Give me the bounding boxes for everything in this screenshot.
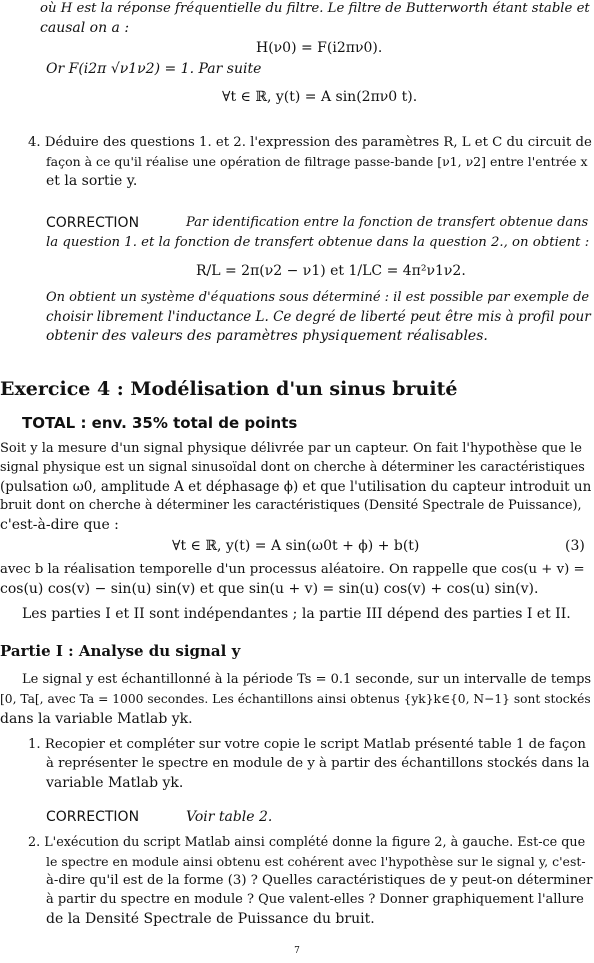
paragraph-line: c'est-à-dire que : xyxy=(0,517,119,533)
exercise-title: Exercice 4 : Modélisation d'un sinus bruité xyxy=(0,378,458,400)
paragraph-line: cos(u) cos(v) − sin(u) sin(v) et que sin(u + v) = sin(u) cos(v) + cos(u) sin(v). xyxy=(0,581,539,597)
question-2-line: à-dire qu'il est de la forme (3) ? Quelles caractéristiques de y peut-on déterminer xyxy=(46,873,593,888)
correction-text: On obtient un système d'équations sous déterminé : il est possible par exemple de xyxy=(46,290,590,305)
paragraph-line: avec b la réalisation temporelle d'un processus aléatoire. On rappelle que cos(u + v) = xyxy=(0,562,585,577)
question-4-line: 4. Déduire des questions 1. et 2. l'expression des paramètres R, L et C du circuit de xyxy=(28,135,592,150)
paragraph-line: Le signal y est échantillonné à la période Ts = 0.1 seconde, sur un intervalle de temps xyxy=(22,672,592,687)
question-1-line: 1. Recopier et compléter sur votre copie le script Matlab présenté table 1 de façon xyxy=(28,737,586,752)
page-number: 7 xyxy=(294,946,300,956)
question-2-line: de la Densité Spectrale de Puissance du bruit. xyxy=(46,911,375,927)
text-line: Or F(i2π √ν1ν2) = 1. Par suite xyxy=(46,61,262,77)
paragraph-line: dans la variable Matlab yk. xyxy=(0,711,193,727)
question-4-line: et la sortie y. xyxy=(46,173,138,189)
exercise-total: TOTAL : env. 35% total de points xyxy=(22,414,298,432)
paragraph-line: Les parties I et II sont indépendantes ; la partie III dépend des parties I et II. xyxy=(22,606,571,622)
equation: ∀t ∈ ℝ, y(t) = A sin(2πν0 t). xyxy=(222,89,418,105)
text-line: où H est la réponse fréquentielle du filtre. Le filtre de Butterworth étant stable et xyxy=(40,1,590,16)
question-2-line: le spectre en module ainsi obtenu est cohérent avec l'hypothèse sur le signal y, c'est- xyxy=(46,854,586,869)
correction-text: choisir librement l'inductance L. Ce degré de liberté peut être mis à profil pour xyxy=(46,309,591,325)
correction-text: Voir table 2. xyxy=(186,809,273,825)
paragraph-line: Soit y la mesure d'un signal physique délivrée par un capteur. On fait l'hypothèse que le xyxy=(0,441,582,456)
correction-text: la question 1. et la fonction de transfert obtenue dans la question 2., on obtient : xyxy=(46,235,590,250)
part-title: Partie I : Analyse du signal y xyxy=(0,642,241,660)
text-line: causal on a : xyxy=(40,20,130,36)
question-4-line: façon à ce qu'il réalise une opération de filtrage passe-bande [ν1, ν2] entre l'entrée x xyxy=(46,154,588,169)
paragraph-line: signal physique est un signal sinusoïdal dont on cherche à déterminer les caractéristiques xyxy=(0,460,585,475)
question-1-line: à représenter le spectre en module de y à partir des échantillons stockés dans la xyxy=(46,756,590,771)
equation-number: (3) xyxy=(565,538,585,554)
question-1-line: variable Matlab yk. xyxy=(46,775,184,791)
correction-label: CORRECTION xyxy=(46,809,140,825)
paragraph-line: bruit dont on cherche à déterminer les caractéristiques (Densité Spectrale de Puissance), xyxy=(0,498,582,513)
correction-equation: R/L = 2π(ν2 − ν1) et 1/LC = 4π²ν1ν2. xyxy=(196,263,466,279)
equation: H(ν0) = F(i2πν0). xyxy=(256,40,383,56)
correction-text: obtenir des valeurs des paramètres physiquement réalisables. xyxy=(46,328,488,344)
paragraph-line: (pulsation ω0, amplitude A et déphasage ϕ) et que l'utilisation du capteur introduit un xyxy=(0,479,592,495)
question-2-line: à partir du spectre en module ? Que valent-elles ? Donner graphiquement l'allure xyxy=(46,892,584,907)
correction-label: CORRECTION xyxy=(46,215,140,231)
paragraph-line: [0, Ta[, avec Ta = 1000 secondes. Les échantillons ainsi obtenus {yk}k∈{0, N−1} sont stockés xyxy=(0,692,591,706)
correction-text: Par identification entre la fonction de transfert obtenue dans xyxy=(186,215,589,230)
question-2-line: 2. L'exécution du script Matlab ainsi complété donne la figure 2, à gauche. Est-ce que xyxy=(28,835,586,850)
equation: ∀t ∈ ℝ, y(t) = A sin(ω0t + ϕ) + b(t) xyxy=(172,538,420,554)
